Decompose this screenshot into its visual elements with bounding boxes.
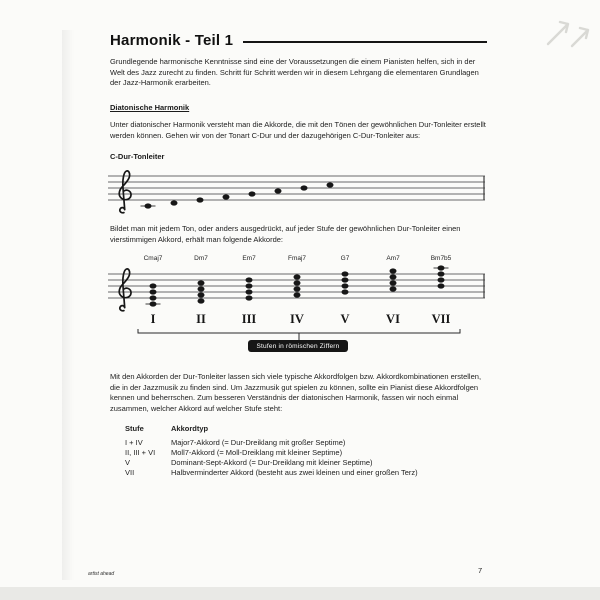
- chord-symbol: Dm7: [194, 255, 208, 262]
- scale-degree-numeral: VII: [431, 312, 451, 326]
- c-major-scale-staff: [108, 166, 488, 218]
- chord-symbol: Cmaj7: [143, 255, 163, 262]
- scale-degree-numeral: V: [340, 312, 350, 326]
- degree-chord-table: [125, 424, 418, 478]
- treble-clef-icon: [119, 269, 131, 311]
- page-edge-shadow: [62, 30, 74, 580]
- chord-symbol: G7: [340, 255, 350, 262]
- table-cell-type: Dominant-Sept-Akkord (= Dur-Dreiklang mit kleiner Septime): [171, 458, 373, 467]
- scale-degree-numeral: IV: [290, 312, 304, 326]
- chord-symbol: Am7: [386, 255, 400, 262]
- treble-clef-icon: [119, 171, 131, 213]
- intro-paragraph: Grundlegende harmonische Kenntnisse sind eine der Voraussetzungen die einem Pianisten helfen, sich in der Welt des Jazz zurecht zu finden. Schritt für Schritt werden wir in diesem Lehrgang die elementaren Grundlagen der Jazz-Harmonik erarbeiten.: [110, 57, 479, 87]
- scale-degree-numeral: VI: [386, 312, 400, 326]
- scale-degree-numeral: I: [150, 312, 156, 326]
- table-cell-type: Moll7-Akkord (= Moll-Dreiklang mit kleiner Septime): [171, 448, 343, 457]
- scale-figure-label: C-Dur-Tonleiter: [110, 152, 165, 161]
- table-cell-type: Major7-Akkord (= Dur-Dreiklang mit großer Septime): [171, 438, 346, 447]
- diatonic-chords-staff: [108, 264, 488, 316]
- table-cell-degree: I + IV: [125, 438, 143, 447]
- scale-degree-numeral: II: [196, 312, 206, 326]
- table-header-akkordtyp: Akkordtyp: [171, 424, 209, 433]
- diatonic-chords-figure: [108, 250, 488, 368]
- summary-paragraph: Mit den Akkorden der Dur-Tonleiter lassen sich viele typische Akkordfolgen bzw. Akkordkombinationen erstellen, die in der Jazzmusik zu finden sind. Um Jazzmusik gut spielen zu können, sollte ein Pianist diese Akkordfolgen kennen und beherrschen. Zum besseren Verständnis der diatonischen Harmonik, fassen wir noch einmal zusammen, welcher Akkord auf welcher Stufe steht:: [110, 372, 482, 413]
- table-cell-type: Halbverminderter Akkord (besteht aus zwei kleinen und einer großen Terz): [171, 468, 418, 477]
- table-cell-degree: II, III + VI: [125, 448, 156, 457]
- photo-table-edge: [0, 587, 600, 600]
- bracket-label-box: [108, 340, 488, 352]
- section-intro-paragraph: Unter diatonischer Harmonik versteht man die Akkorde, die mit den Tönen der gewöhnlichen Dur-Tonleiter erstellt werden können. Gehen wir von der Tonart C-Dur und der dazugehörigen C-Dur-Tonleiter aus:: [110, 120, 486, 140]
- section-heading: Diatonische Harmonik: [110, 103, 190, 112]
- chord-symbol: Bm7b5: [430, 255, 452, 262]
- page-title: Harmonik - Teil 1: [110, 32, 234, 49]
- table-cell-degree: V: [125, 458, 131, 467]
- scale-degree-numeral: III: [241, 312, 257, 326]
- publisher-logo: artist ahead: [88, 571, 115, 577]
- chord-symbol: Fmaj7: [287, 255, 307, 262]
- table-cell-degree: VII: [125, 468, 135, 477]
- title-rule: [243, 41, 487, 44]
- chords-intro-paragraph: Bildet man mit jedem Ton, oder anders ausgedrückt, auf jeder Stufe der gewöhnlichen Dur-Tonleiter einen vierstimmigen Akkord, erhält man folgende Akkorde:: [110, 224, 461, 244]
- table-header-stufe: Stufe: [125, 424, 144, 433]
- bracket-label-text: Stufen in römischen Ziffern: [248, 340, 349, 352]
- page-number: 7: [478, 566, 483, 575]
- page-header: [110, 32, 487, 49]
- chord-symbol: Em7: [242, 255, 256, 262]
- photo-corner-arrows-icon: [542, 4, 594, 50]
